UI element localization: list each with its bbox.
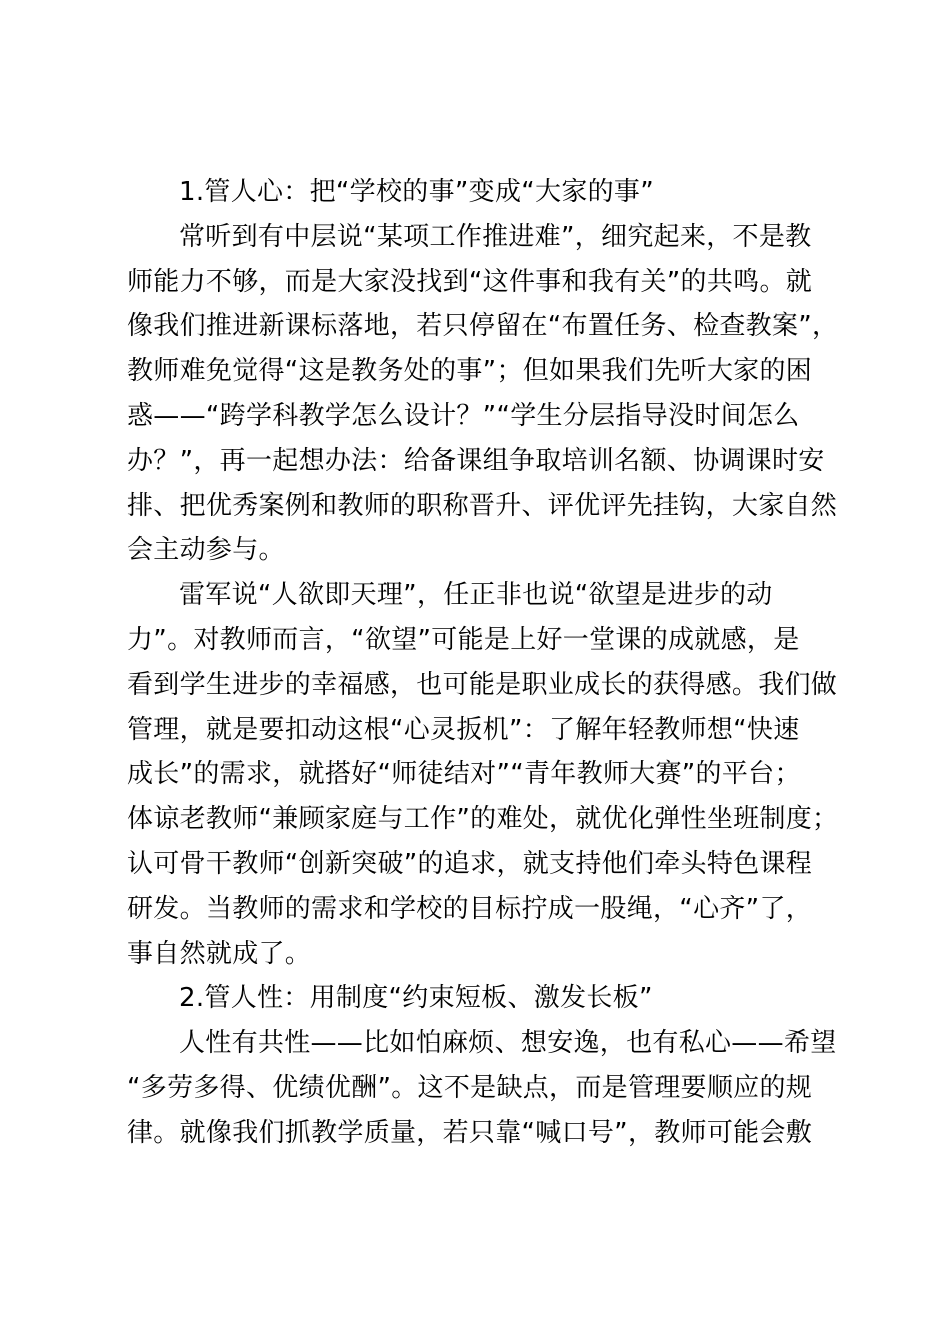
- paragraph-2-line-5: 成长”的需求，就搭好“师徒结对”“青年教师大赛”的平台；: [127, 759, 801, 790]
- paragraph-2-line-7: 认可骨干教师“创新突破”的追求，就支持他们牵头特色课程: [127, 848, 813, 879]
- paragraph-3-line-3: 律。就像我们抓教学质量，若只靠“喊口号”，教师可能会敷: [127, 1117, 813, 1148]
- paragraph-2-line-4: 管理，就是要扣动这根“心灵扳机”：了解年轻教师想“快速: [127, 714, 800, 745]
- paragraph-2-line-2: 力”。对教师而言，“欲望”可能是上好一堂课的成就感，是: [127, 624, 800, 655]
- paragraph-1-line-6: 办？”，再一起想办法：给备课组争取培训名额、协调课时安: [127, 445, 825, 476]
- section-heading-1: 1.管人心：把“学校的事”变成“大家的事”: [179, 177, 654, 207]
- paragraph-1-line-5: 惑——“跨学科教学怎么设计？”“学生分层指导没时间怎么: [127, 400, 800, 431]
- paragraph-2-line-9: 事自然就成了。: [127, 938, 312, 969]
- paragraph-1-line-3: 像我们推进新课标落地，若只停留在“布置任务、检查教案”，: [127, 311, 839, 342]
- paragraph-3-line-2: “多劳多得、优绩优酬”。这不是缺点，而是管理要顺应的规: [127, 1072, 813, 1103]
- paragraph-2-line-8: 研发。当教师的需求和学校的目标拧成一股绳，“心齐”了，: [127, 893, 813, 924]
- paragraph-2-line-1: 雷军说“人欲即天理”，任正非也说“欲望是进步的动: [179, 580, 773, 611]
- paragraph-2-line-6: 体谅老教师“兼顾家庭与工作”的难处，就优化弹性坐班制度；: [127, 804, 839, 835]
- paragraph-1-line-2: 师能力不够，而是大家没找到“这件事和我有关”的共鸣。就: [127, 266, 813, 297]
- document-body: [127, 170, 839, 1156]
- section-heading-2: 2.管人性：用制度“约束短板、激发长板”: [179, 983, 653, 1014]
- paragraph-1-line-4: 教师难免觉得“这是教务处的事”；但如果我们先听大家的困: [127, 356, 813, 387]
- paragraph-1-line-8: 会主动参与。: [127, 535, 285, 566]
- paragraph-1-line-7: 排、把优秀案例和教师的职称晋升、评优评先挂钩，大家自然: [127, 490, 838, 521]
- paragraph-2-line-3: 看到学生进步的幸福感，也可能是职业成长的获得感。我们做: [127, 669, 838, 700]
- paragraph-3-line-1: 人性有共性——比如怕麻烦、想安逸，也有私心——希望: [179, 1028, 837, 1059]
- paragraph-1-line-1: 常听到有中层说“某项工作推进难”，细究起来，不是教: [179, 221, 812, 252]
